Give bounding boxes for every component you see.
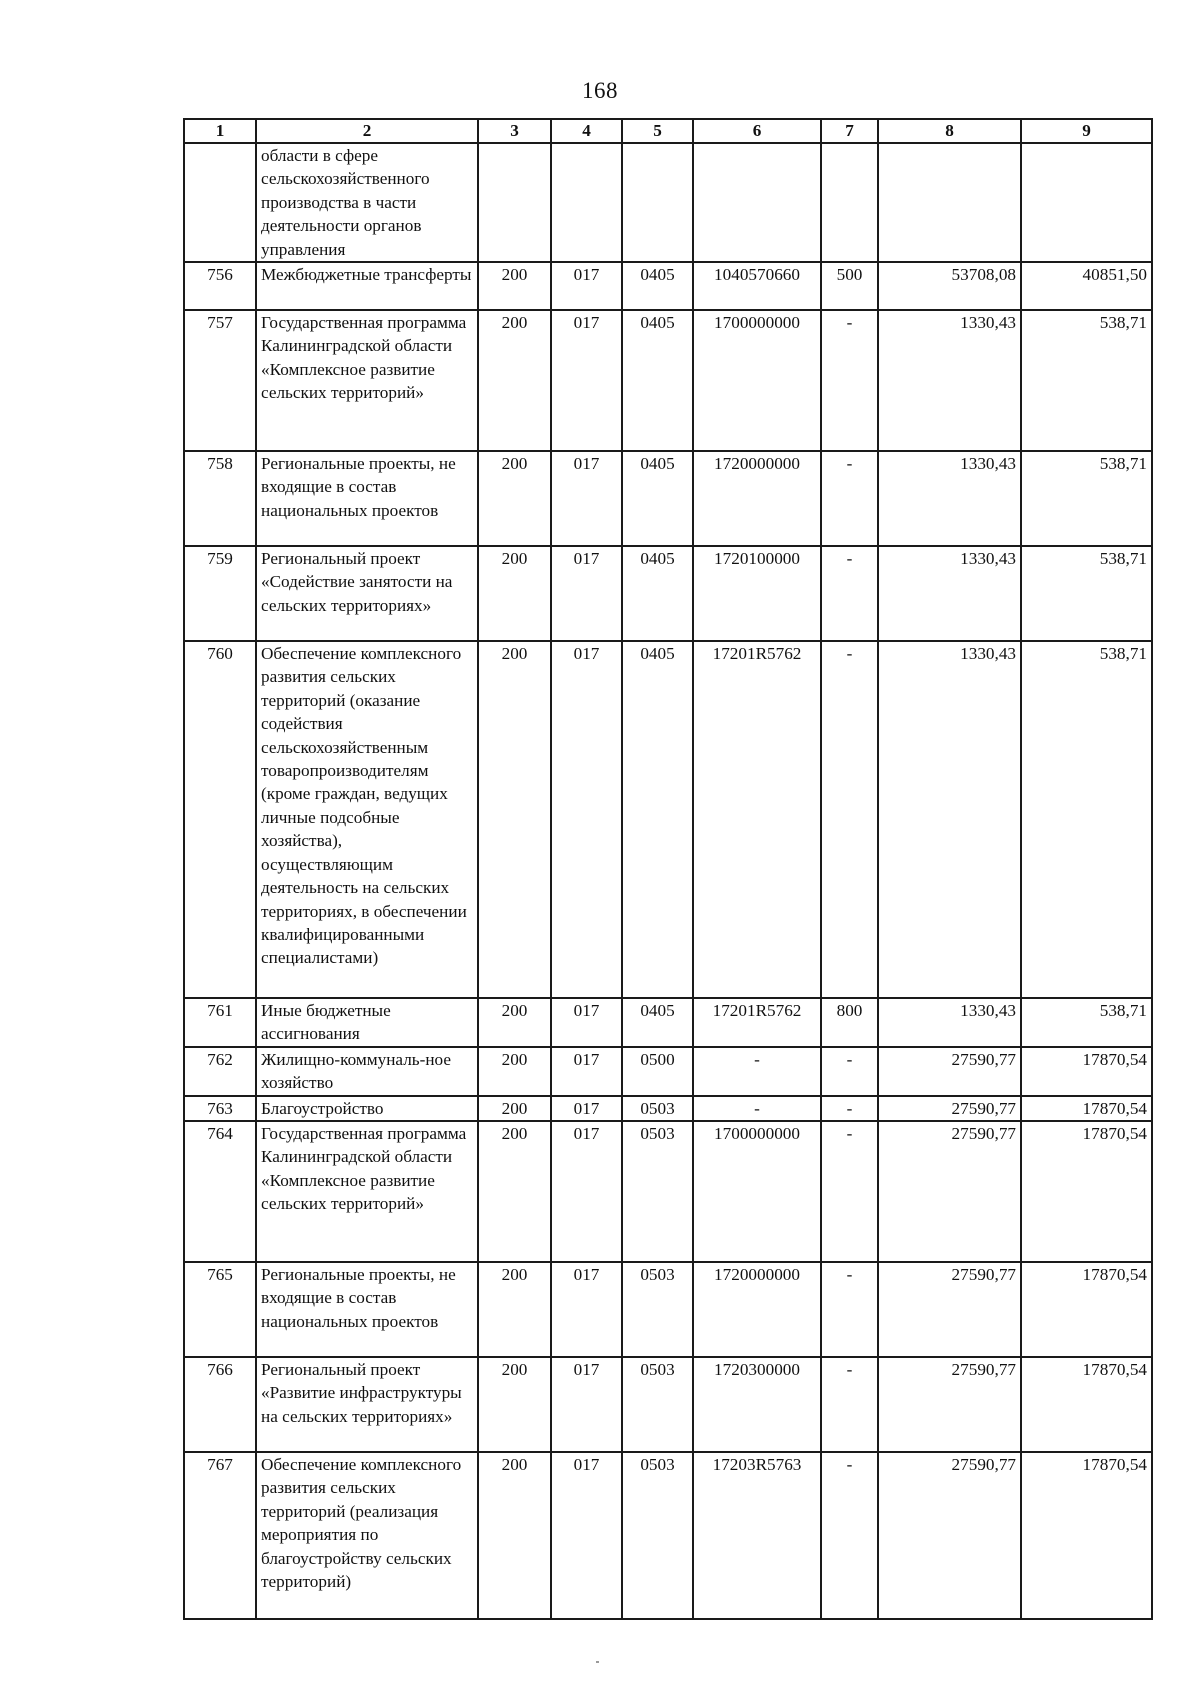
code-cell: 017 — [551, 1121, 622, 1262]
table-row — [184, 641, 1152, 998]
code-cell — [551, 143, 622, 262]
code-cell: - — [693, 1096, 821, 1121]
item-name-cell: Региональные проекты, не входящие в состав национальных проектов — [256, 451, 478, 546]
code-cell: 0405 — [622, 310, 693, 451]
table-row — [184, 310, 1152, 451]
item-name-cell: Межбюджетные трансферты — [256, 262, 478, 310]
row-number-cell: 764 — [184, 1121, 256, 1262]
code-cell: 200 — [478, 1047, 551, 1096]
amount-cell: 27590,77 — [878, 1096, 1021, 1121]
code-cell: 017 — [551, 1262, 622, 1357]
amount-cell: 27590,77 — [878, 1452, 1021, 1619]
code-cell: 0500 — [622, 1047, 693, 1096]
amount-cell: 17870,54 — [1021, 1047, 1152, 1096]
code-cell: 200 — [478, 310, 551, 451]
amount-cell: 538,71 — [1021, 641, 1152, 998]
code-cell: 0503 — [622, 1121, 693, 1262]
amount-cell: 17870,54 — [1021, 1121, 1152, 1262]
scan-speck — [596, 1661, 599, 1663]
code-cell: 0405 — [622, 262, 693, 310]
table-row — [184, 262, 1152, 310]
row-number-cell: 759 — [184, 546, 256, 641]
code-cell: - — [821, 641, 878, 998]
amount-cell: 40851,50 — [1021, 262, 1152, 310]
code-cell: 17203R5763 — [693, 1452, 821, 1619]
row-number-cell: 767 — [184, 1452, 256, 1619]
row-number-cell: 766 — [184, 1357, 256, 1452]
column-header: 1 — [184, 119, 256, 143]
code-cell: 017 — [551, 1096, 622, 1121]
code-cell: 200 — [478, 1357, 551, 1452]
code-cell: - — [821, 1047, 878, 1096]
code-cell: 200 — [478, 1096, 551, 1121]
amount-cell: 17870,54 — [1021, 1262, 1152, 1357]
code-cell: 017 — [551, 1047, 622, 1096]
code-cell — [821, 143, 878, 262]
table-row — [184, 1047, 1152, 1096]
amount-cell: 538,71 — [1021, 310, 1152, 451]
table-row — [184, 546, 1152, 641]
code-cell: 200 — [478, 1452, 551, 1619]
code-cell: 200 — [478, 641, 551, 998]
amount-cell: 538,71 — [1021, 998, 1152, 1047]
code-cell: 017 — [551, 641, 622, 998]
code-cell: 0503 — [622, 1096, 693, 1121]
amount-cell — [1021, 143, 1152, 262]
amount-cell: 538,71 — [1021, 546, 1152, 641]
code-cell: 017 — [551, 546, 622, 641]
code-cell: 200 — [478, 1121, 551, 1262]
code-cell: 017 — [551, 1357, 622, 1452]
row-number-cell: 763 — [184, 1096, 256, 1121]
table-row — [184, 1452, 1152, 1619]
code-cell: 0405 — [622, 546, 693, 641]
amount-cell: 27590,77 — [878, 1121, 1021, 1262]
table-row — [184, 451, 1152, 546]
header-row — [184, 119, 1152, 143]
code-cell: 200 — [478, 1262, 551, 1357]
code-cell: 1720100000 — [693, 546, 821, 641]
column-header: 5 — [622, 119, 693, 143]
item-name-cell: Иные бюджетные ассигнования — [256, 998, 478, 1047]
amount-cell: 53708,08 — [878, 262, 1021, 310]
table-row — [184, 143, 1152, 262]
page-number: 168 — [582, 78, 618, 103]
row-number-cell: 765 — [184, 1262, 256, 1357]
code-cell: 0503 — [622, 1452, 693, 1619]
item-name-cell: Региональные проекты, не входящие в состав национальных проектов — [256, 1262, 478, 1357]
code-cell: 017 — [551, 1452, 622, 1619]
code-cell: - — [821, 1262, 878, 1357]
amount-cell: 17870,54 — [1021, 1357, 1152, 1452]
amount-cell: 17870,54 — [1021, 1452, 1152, 1619]
amount-cell: 17870,54 — [1021, 1096, 1152, 1121]
amount-cell: 538,71 — [1021, 451, 1152, 546]
amount-cell: 1330,43 — [878, 310, 1021, 451]
code-cell: 1720300000 — [693, 1357, 821, 1452]
table-row — [184, 1096, 1152, 1121]
code-cell: 17201R5762 — [693, 641, 821, 998]
code-cell: 1720000000 — [693, 1262, 821, 1357]
table-row — [184, 1121, 1152, 1262]
amount-cell — [878, 143, 1021, 262]
item-name-cell: Региональный проект «Содействие занятости на сельских территориях» — [256, 546, 478, 641]
code-cell: - — [821, 1096, 878, 1121]
code-cell: - — [821, 451, 878, 546]
code-cell — [693, 143, 821, 262]
item-name-cell: области в сфере сельскохозяйственного производства в части деятельности органов управления — [256, 143, 478, 262]
code-cell: - — [821, 310, 878, 451]
table-row — [184, 998, 1152, 1047]
code-cell: 0405 — [622, 641, 693, 998]
code-cell: 0503 — [622, 1357, 693, 1452]
item-name-cell: Жилищно-коммуналь-ное хозяйство — [256, 1047, 478, 1096]
code-cell: 17201R5762 — [693, 998, 821, 1047]
code-cell: 1700000000 — [693, 310, 821, 451]
code-cell: 0405 — [622, 998, 693, 1047]
item-name-cell: Обеспечение комплексного развития сельских территорий (оказание содействия сельскохозяйственным товаропроизводителям (кроме граждан, ведущих личные подсобные хозяйства), осуществляющим деятельность на сельских территориях, в обеспечении квалифицированными специалистами) — [256, 641, 478, 998]
code-cell: 800 — [821, 998, 878, 1047]
item-name-cell: Государственная программа Калининградской области «Комплексное развитие сельских территорий» — [256, 310, 478, 451]
code-cell: 017 — [551, 451, 622, 546]
item-name-cell: Государственная программа Калининградской области «Комплексное развитие сельских территорий» — [256, 1121, 478, 1262]
row-number-cell: 761 — [184, 998, 256, 1047]
amount-cell: 1330,43 — [878, 641, 1021, 998]
item-name-cell: Благоустройство — [256, 1096, 478, 1121]
amount-cell: 27590,77 — [878, 1357, 1021, 1452]
code-cell: 017 — [551, 998, 622, 1047]
code-cell: 200 — [478, 546, 551, 641]
row-number-cell — [184, 143, 256, 262]
code-cell: - — [693, 1047, 821, 1096]
column-header: 3 — [478, 119, 551, 143]
row-number-cell: 756 — [184, 262, 256, 310]
column-header: 4 — [551, 119, 622, 143]
code-cell: 017 — [551, 310, 622, 451]
column-header: 8 — [878, 119, 1021, 143]
code-cell: - — [821, 1452, 878, 1619]
code-cell: 200 — [478, 451, 551, 546]
code-cell: 200 — [478, 262, 551, 310]
budget-table — [183, 118, 1153, 1620]
code-cell: - — [821, 546, 878, 641]
amount-cell: 1330,43 — [878, 546, 1021, 641]
row-number-cell: 760 — [184, 641, 256, 998]
code-cell: 1700000000 — [693, 1121, 821, 1262]
row-number-cell: 758 — [184, 451, 256, 546]
code-cell: 0503 — [622, 1262, 693, 1357]
code-cell: - — [821, 1121, 878, 1262]
code-cell: 017 — [551, 262, 622, 310]
amount-cell: 1330,43 — [878, 998, 1021, 1047]
item-name-cell: Региональный проект «Развитие инфраструктуры на сельских территориях» — [256, 1357, 478, 1452]
row-number-cell: 762 — [184, 1047, 256, 1096]
column-header: 7 — [821, 119, 878, 143]
code-cell: 0405 — [622, 451, 693, 546]
code-cell: 1040570660 — [693, 262, 821, 310]
table-row — [184, 1262, 1152, 1357]
column-header: 2 — [256, 119, 478, 143]
amount-cell: 27590,77 — [878, 1047, 1021, 1096]
code-cell: 200 — [478, 998, 551, 1047]
code-cell — [622, 143, 693, 262]
code-cell: - — [821, 1357, 878, 1452]
amount-cell: 27590,77 — [878, 1262, 1021, 1357]
row-number-cell: 757 — [184, 310, 256, 451]
code-cell: 500 — [821, 262, 878, 310]
table-row — [184, 1357, 1152, 1452]
column-header: 9 — [1021, 119, 1152, 143]
item-name-cell: Обеспечение комплексного развития сельских территорий (реализация мероприятия по благоустройству сельских территорий) — [256, 1452, 478, 1619]
code-cell: 1720000000 — [693, 451, 821, 546]
amount-cell: 1330,43 — [878, 451, 1021, 546]
code-cell — [478, 143, 551, 262]
column-header: 6 — [693, 119, 821, 143]
